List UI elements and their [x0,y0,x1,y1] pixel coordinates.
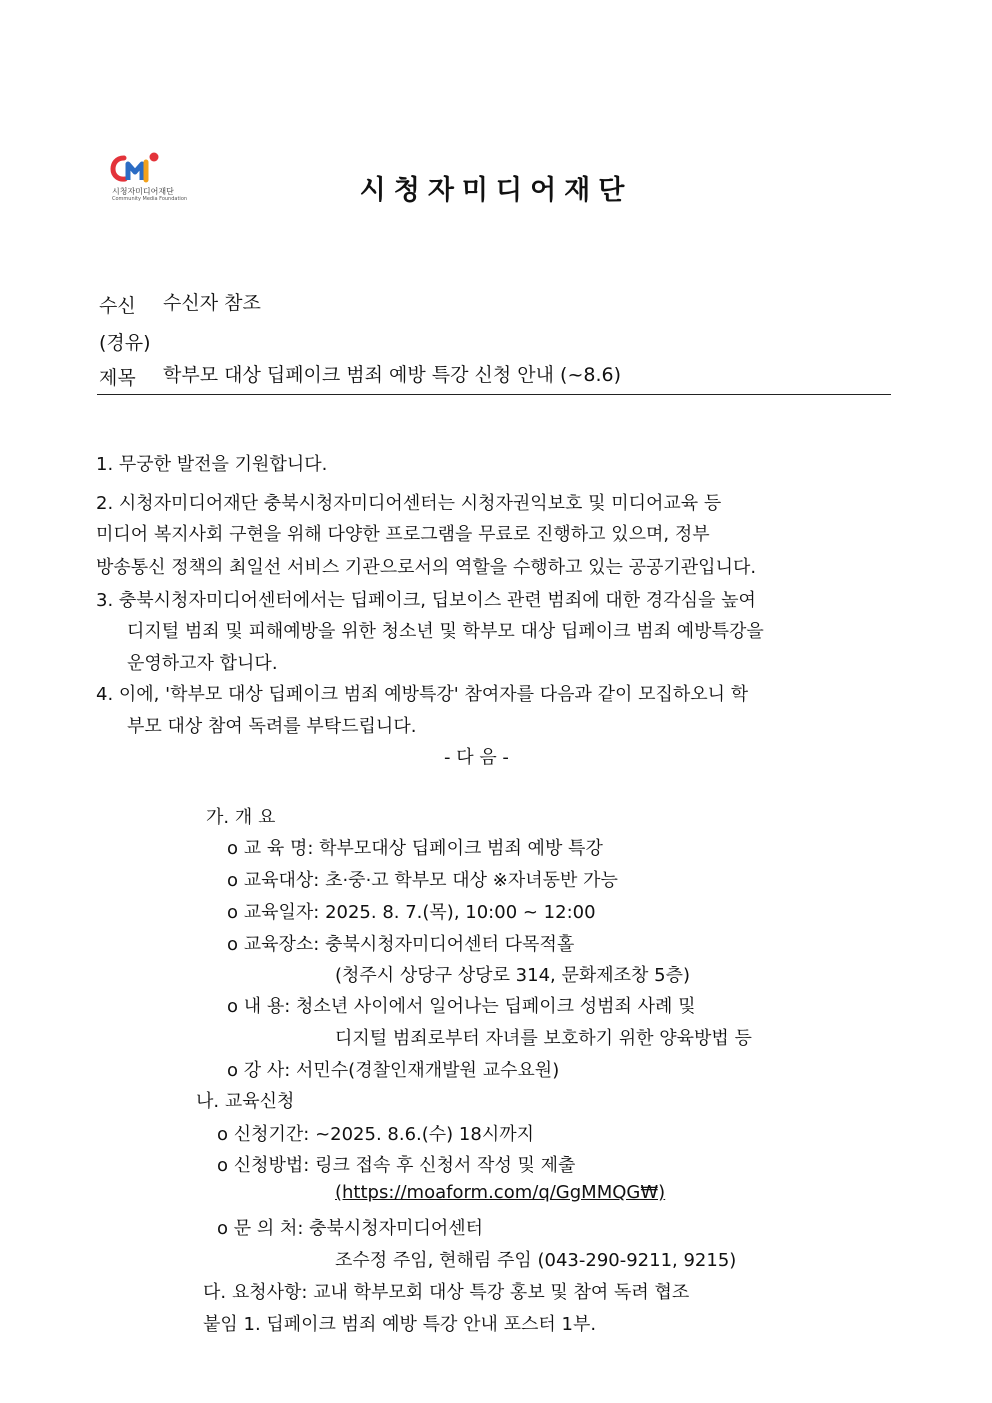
education-lecturer: o 강 사: 서민수(경찰인재개발원 교수요원) [227,1060,560,1081]
attachment-note: 붙임 1. 딥페이크 범죄 예방 특강 안내 포스터 1부. [203,1314,597,1335]
paragraph-2-line-2: 미디어 복지사회 구현을 위해 다양한 프로그램을 무료로 진행하고 있으며, 정부 [96,524,710,545]
education-date: o 교육일자: 2025. 8. 7.(목), 10:00 ~ 12:00 [227,902,596,923]
paragraph-1: 1. 무궁한 발전을 기원합니다. [96,454,328,475]
paragraph-2-line-3: 방송통신 정책의 최일선 서비스 기관으로서의 역할을 수행하고 있는 공공기관입니다. [96,557,757,578]
subject-value: 학부모 대상 딥페이크 범죄 예방 특강 신청 안내 (~8.6) [163,364,622,386]
subject-label: 제목 [99,367,136,389]
application-period: o 신청기간: ~2025. 8.6.(수) 18시까지 [217,1124,534,1145]
logo-text-english: Community Media Foundation [112,196,188,202]
education-name: o 교 육 명: 학부모대상 딥페이크 범죄 예방 특강 [227,838,603,859]
education-content-line-2: 디지털 범죄로부터 자녀를 보호하기 위한 양육방법 등 [335,1028,752,1049]
education-target: o 교육대상: 초·중·고 학부모 대상 ※자녀동반 가능 [227,870,618,891]
via-label: (경유) [99,332,151,354]
request-item: 다. 요청사항: 교내 학부모회 대상 특강 홍보 및 참여 독려 협조 [203,1282,690,1303]
organization-title: 시청자미디어재단 [359,175,633,206]
contact-line-2: 조수정 주임, 현해림 주임 (043-290-9211, 9215) [335,1250,737,1271]
section-overview-title: 가. 개 요 [206,807,276,828]
recipient-value: 수신자 참조 [163,292,261,314]
paragraph-2-line-1: 2. 시청자미디어재단 충북시청자미디어센터는 시청자권익보호 및 미디어교육 등 [96,493,722,514]
paragraph-3-line-2: 디지털 범죄 및 피해예방을 위한 청소년 및 학부모 대상 딥페이크 범죄 예방특강을 [127,621,764,642]
education-place-address: (청주시 상당구 상당로 314, 문화제조창 5층) [335,965,691,986]
education-content-line-1: o 내 용: 청소년 사이에서 일어나는 딥페이크 성범죄 사례 및 [227,996,696,1017]
education-place: o 교육장소: 충북시청자미디어센터 다목적홀 [227,934,575,955]
section-application-title: 나. 교육신청 [196,1091,295,1112]
contact-line-1: o 문 의 처: 충북시청자미디어센터 [217,1218,484,1239]
header-divider [97,394,891,395]
paragraph-4-line-2: 부모 대상 참여 독려를 부탁드립니다. [127,716,417,737]
notice-heading: - 다 음 - [444,747,509,768]
logo-text-korean: 시청자미디어재단 [112,187,174,196]
recipient-label: 수신 [99,295,136,317]
paragraph-3-line-1: 3. 충북시청자미디어센터에서는 딥페이크, 딥보이스 관련 범죄에 대한 경각심을 높여 [96,590,756,611]
paragraph-3-line-3: 운영하고자 합니다. [127,653,278,674]
application-method: o 신청방법: 링크 접속 후 신청서 작성 및 제출 [217,1155,576,1176]
application-link[interactable]: (https://moaform.com/q/GgMMQG₩) [335,1182,666,1203]
paragraph-4-line-1: 4. 이에, '학부모 대상 딥페이크 범죄 예방특강' 참여자를 다음과 같이 모집하오니 학 [96,684,749,705]
